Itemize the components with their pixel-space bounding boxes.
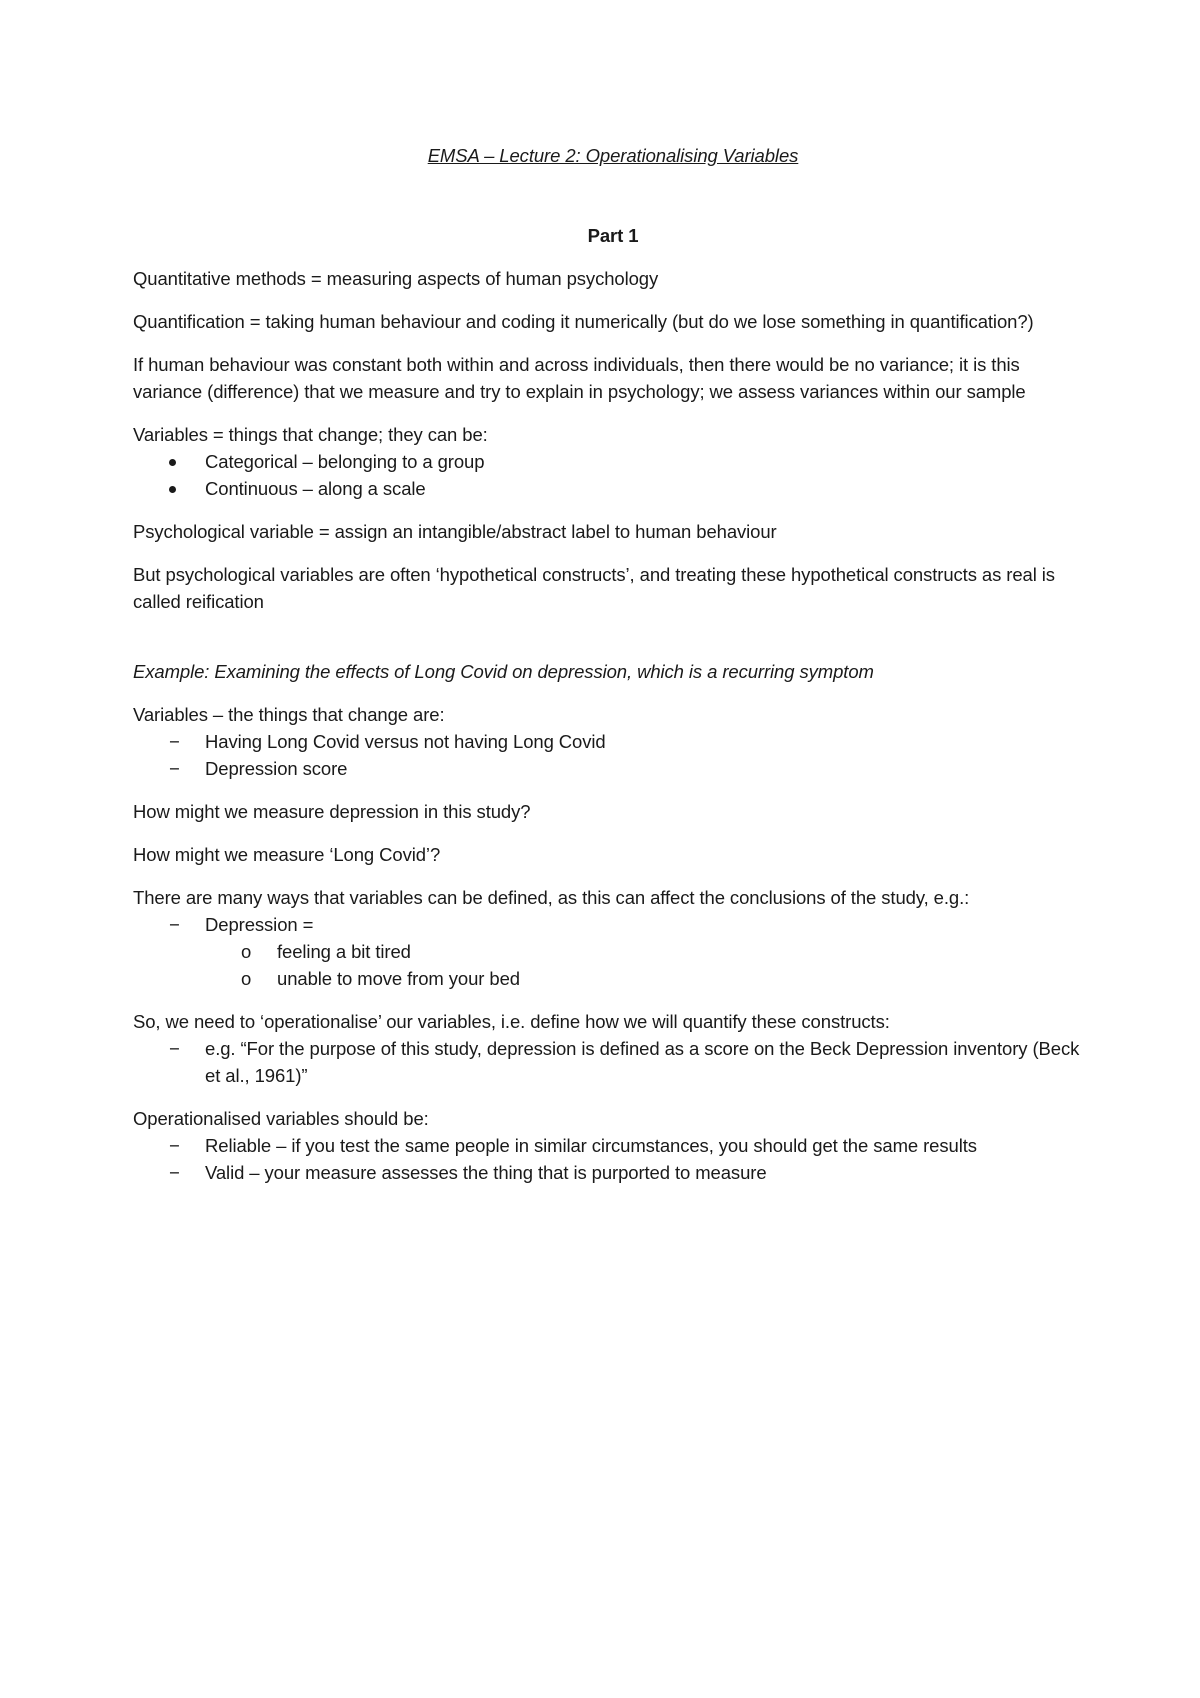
paragraph-reification: But psychological variables are often ‘hypothetical constructs’, and treating these hypothetical constructs as real is called reification [133, 564, 1055, 612]
list-item [133, 1035, 1093, 1089]
example-heading: Example: Examining the effects of Long Covid on depression, which is a recurring symptom [133, 661, 874, 682]
list-item-text: Depression score [205, 758, 348, 779]
list-item [133, 1159, 1093, 1186]
dash-icon: − [169, 1135, 180, 1156]
dash-icon: − [169, 1038, 180, 1059]
list-item-text: Reliable – if you test the same people in similar circumstances, you should get the same results [205, 1135, 977, 1156]
question-measure-depression: How might we measure depression in this study? [133, 801, 531, 822]
paragraph-variables-intro: Variables = things that change; they can be: [133, 424, 488, 445]
list-item [133, 911, 1093, 992]
sublist-item-text: feeling a bit tired [277, 941, 411, 962]
list-item [133, 1132, 1093, 1159]
paragraph-definitions: There are many ways that variables can be defined, as this can affect the conclusions of the study, e.g.: [133, 887, 970, 908]
list-item [133, 728, 1093, 755]
circle-bullet-icon: o [241, 941, 252, 962]
paragraph-operationalise: So, we need to ‘operationalise’ our variables, i.e. define how we will quantify these constructs: [133, 1011, 890, 1032]
list-item [133, 755, 1093, 782]
dash-icon: − [169, 1162, 180, 1183]
list-item-text: Having Long Covid versus not having Long Covid [205, 731, 606, 752]
list-item-text: Categorical – belonging to a group [205, 451, 485, 472]
document-title: EMSA – Lecture 2: Operationalising Variables [427, 145, 799, 166]
dash-icon: − [169, 731, 180, 752]
sublist-item-text: unable to move from your bed [277, 968, 520, 989]
variable-types-list [133, 448, 1093, 502]
bullet-icon [169, 448, 189, 475]
spacer [133, 631, 1093, 658]
definitions-list [133, 911, 1093, 992]
dash-icon: − [169, 758, 180, 779]
list-item-text: Continuous – along a scale [205, 478, 426, 499]
list-item-text: Depression = [205, 914, 314, 935]
paragraph-quantitative-methods: Quantitative methods = measuring aspects of human psychology [133, 268, 659, 289]
changing-variables-list [133, 728, 1093, 782]
paragraph-psychological-variable: Psychological variable = assign an intangible/abstract label to human behaviour [133, 521, 777, 542]
criteria-list [133, 1132, 1093, 1186]
paragraph-variables-change: Variables – the things that change are: [133, 704, 445, 725]
paragraph-quantification: Quantification = taking human behaviour and coding it numerically (but do we lose something in quantification?) [133, 311, 1034, 332]
sublist-item [133, 965, 1093, 992]
bullet-icon [169, 475, 189, 502]
sublist-item [133, 938, 1093, 965]
circle-bullet-icon: o [241, 968, 252, 989]
list-item-text: e.g. “For the purpose of this study, depression is defined as a score on the Beck Depression inventory (Beck et al., 1961)” [205, 1038, 1080, 1086]
paragraph-should-be: Operationalised variables should be: [133, 1108, 429, 1129]
list-item-text: Valid – your measure assesses the thing that is purported to measure [205, 1162, 767, 1183]
question-measure-long-covid: How might we measure ‘Long Covid’? [133, 844, 441, 865]
list-item [133, 475, 1093, 502]
document-body [133, 142, 1093, 1202]
operationalise-list [133, 1035, 1093, 1089]
definition-sublist [205, 938, 1093, 992]
paragraph-variance: If human behaviour was constant both within and across individuals, then there would be no variance; it is this variance (difference) that we measure and try to explain in psychology; we assess variances within our sample [133, 354, 1026, 402]
list-item [133, 448, 1093, 475]
dash-icon: − [169, 914, 180, 935]
part-heading: Part 1 [587, 225, 639, 246]
